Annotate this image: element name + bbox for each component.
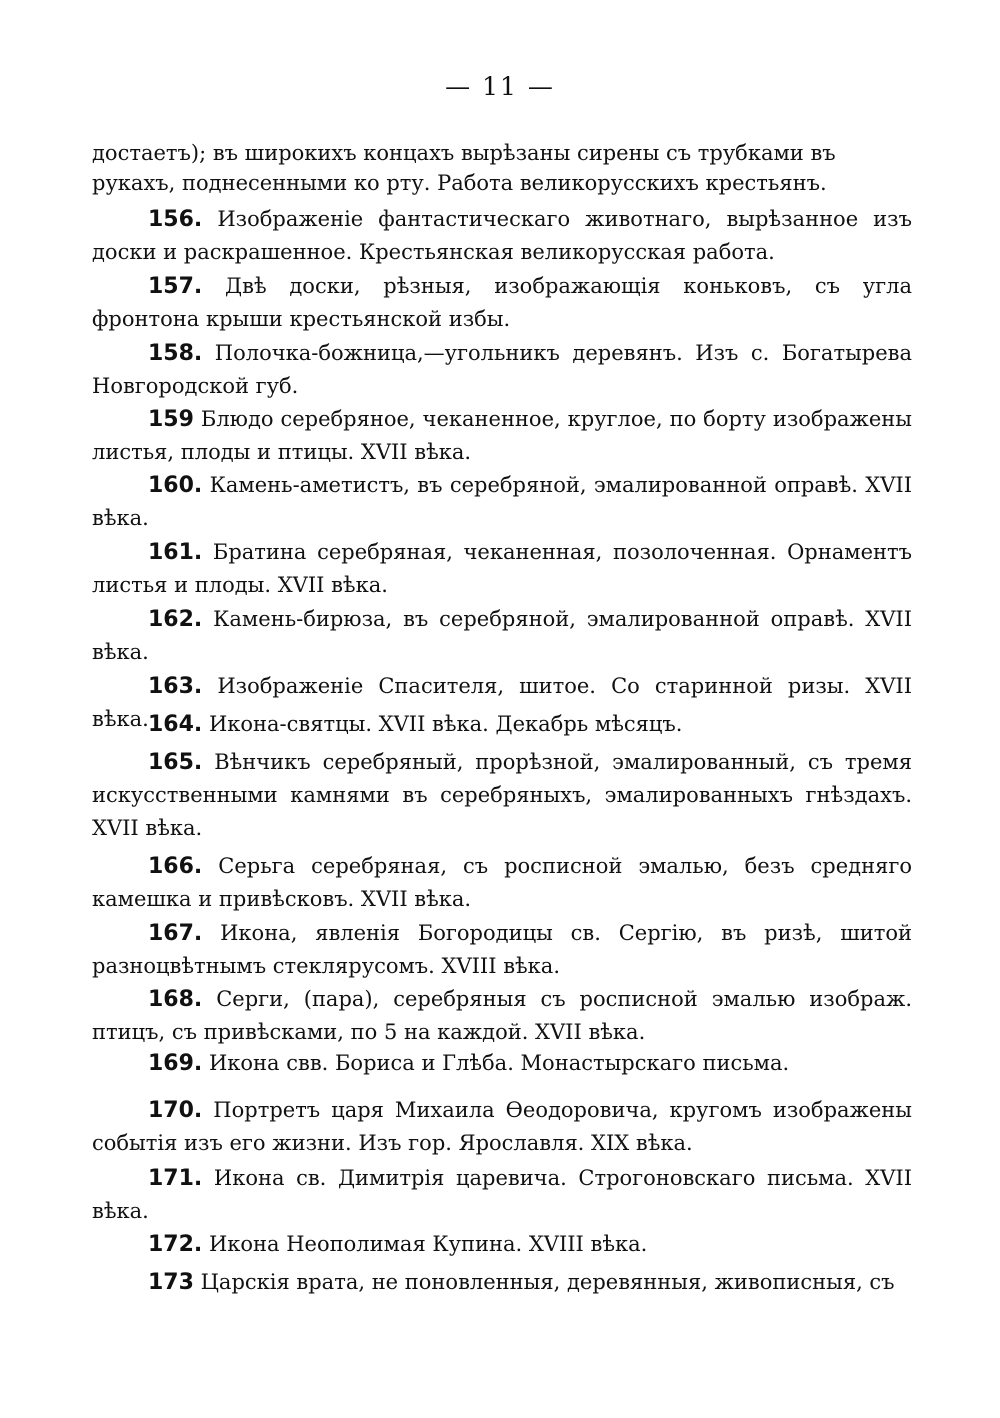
entry-text: Камень-бирюза, въ серебряной, эмалированной оправѣ. XVII вѣка. (92, 607, 912, 664)
catalog-entry-173 (92, 1266, 912, 1299)
continuation-line: достаетъ); въ широкихъ концахъ вырѣзаны сирены съ трубками въ (92, 141, 836, 165)
entry-number: 169. (148, 1051, 203, 1076)
entry-text: Икона Неополимая Купина. XVIII вѣка. (202, 1232, 648, 1256)
catalog-entry-157 (92, 270, 912, 336)
entry-number: 158. (148, 341, 203, 366)
entry-number: 168. (148, 987, 203, 1012)
catalog-entry-162 (92, 603, 912, 669)
entry-number: 171. (148, 1166, 203, 1191)
catalog-entry-158 (92, 337, 912, 403)
catalog-entry-166 (92, 850, 912, 916)
entry-number: 161. (148, 540, 203, 565)
entry-number: 170. (148, 1098, 203, 1123)
entry-text: Серги, (пара), серебряныя съ росписной эмалью изображ. птицъ, съ привѣсками, по 5 на каждой. XVII вѣка. (92, 987, 912, 1044)
catalog-entry-167 (92, 917, 912, 983)
entry-number: 162. (148, 607, 203, 632)
page-number: — 11 — (445, 72, 555, 101)
catalog-entry-164 (92, 708, 912, 741)
entry-text: Икона свв. Бориса и Глѣба. Монастырскаго письма. (202, 1051, 790, 1075)
entry-number: 167. (148, 921, 203, 946)
catalog-entry-159 (92, 403, 912, 469)
catalog-entry-165 (92, 746, 912, 845)
entry-text: Икона св. Димитрiя царевича. Строгоновскаго письма. XVII вѣка. (92, 1166, 912, 1223)
entry-text: Полочка-божница,—угольникъ деревянъ. Изъ с. Богатырева Новгородской губ. (92, 341, 912, 398)
catalog-entry-156 (92, 203, 912, 269)
catalog-entry-170 (92, 1094, 912, 1160)
entry-text: Двѣ доски, рѣзныя, изображающiя коньковъ, съ угла фронтона крыши крестьянской избы. (92, 274, 912, 331)
entry-number: 157. (148, 274, 203, 299)
catalog-entry-171 (92, 1162, 912, 1228)
entry-text: Портретъ царя Михаила Ѳеодоровича, кругомъ изображены событiя изъ его жизни. Изъ гор. Ярославля. XIX вѣка. (92, 1098, 912, 1155)
entry-number: 156. (148, 207, 203, 232)
entry-number: 160. (148, 473, 203, 498)
entry-text: Икона-святцы. XVII вѣка. Декабрь мѣсяцъ. (202, 712, 683, 736)
entry-number: 172. (148, 1232, 203, 1257)
entry-number: 159 (148, 407, 194, 432)
entry-text: Камень-аметистъ, въ серебряной, эмалированной оправѣ. XVII вѣка. (92, 473, 912, 530)
catalog-entry-168 (92, 983, 912, 1049)
entry-text: Братина серебряная, чеканенная, позолоченная. Орнаментъ листья и плоды. XVII вѣка. (92, 540, 912, 597)
entry-text: Вѣнчикъ серебряный, прорѣзной, эмалированный, съ тремя искусственными камнями въ серебряныхъ, эмалированныхъ гнѣздахъ. XVII вѣка. (92, 750, 912, 840)
entry-number: 173 (148, 1270, 194, 1295)
entry-text: Изображенiе Спасителя, шитое. Со старинной ризы. XVII вѣка. (92, 674, 912, 731)
entry-text: Блюдо серебряное, чеканенное, круглое, по борту изображены листья, плоды и птицы. XVII вѣка. (92, 407, 912, 464)
entry-text: Царскiя врата, не поновленныя, деревянныя, живописныя, съ (193, 1270, 895, 1294)
entry-text: Серьга серебряная, съ росписной эмалью, безъ средняго камешка и привѣсковъ. XVII вѣка. (92, 854, 912, 911)
entry-number: 165. (148, 750, 203, 775)
entry-text: Изображенiе фантастическаго животнаго, вырѣзанное изъ доски и раскрашенное. Крестьянская великорусская работа. (92, 207, 912, 264)
entry-number: 163. (148, 674, 203, 699)
catalog-entry-172 (92, 1228, 912, 1261)
catalog-entry-169 (92, 1047, 912, 1080)
continuation-line: рукахъ, поднесенными ко рту. Работа великорусскихъ крестьянъ. (92, 171, 827, 195)
catalog-entry-160 (92, 469, 912, 535)
entry-number: 164. (148, 712, 203, 737)
entry-text: Икона, явленiя Богородицы св. Сергiю, въ ризѣ, шитой разноцвѣтнымъ стеклярусомъ. XVIII вѣка. (92, 921, 912, 978)
catalog-entry-161 (92, 536, 912, 602)
entry-number: 166. (148, 854, 203, 879)
